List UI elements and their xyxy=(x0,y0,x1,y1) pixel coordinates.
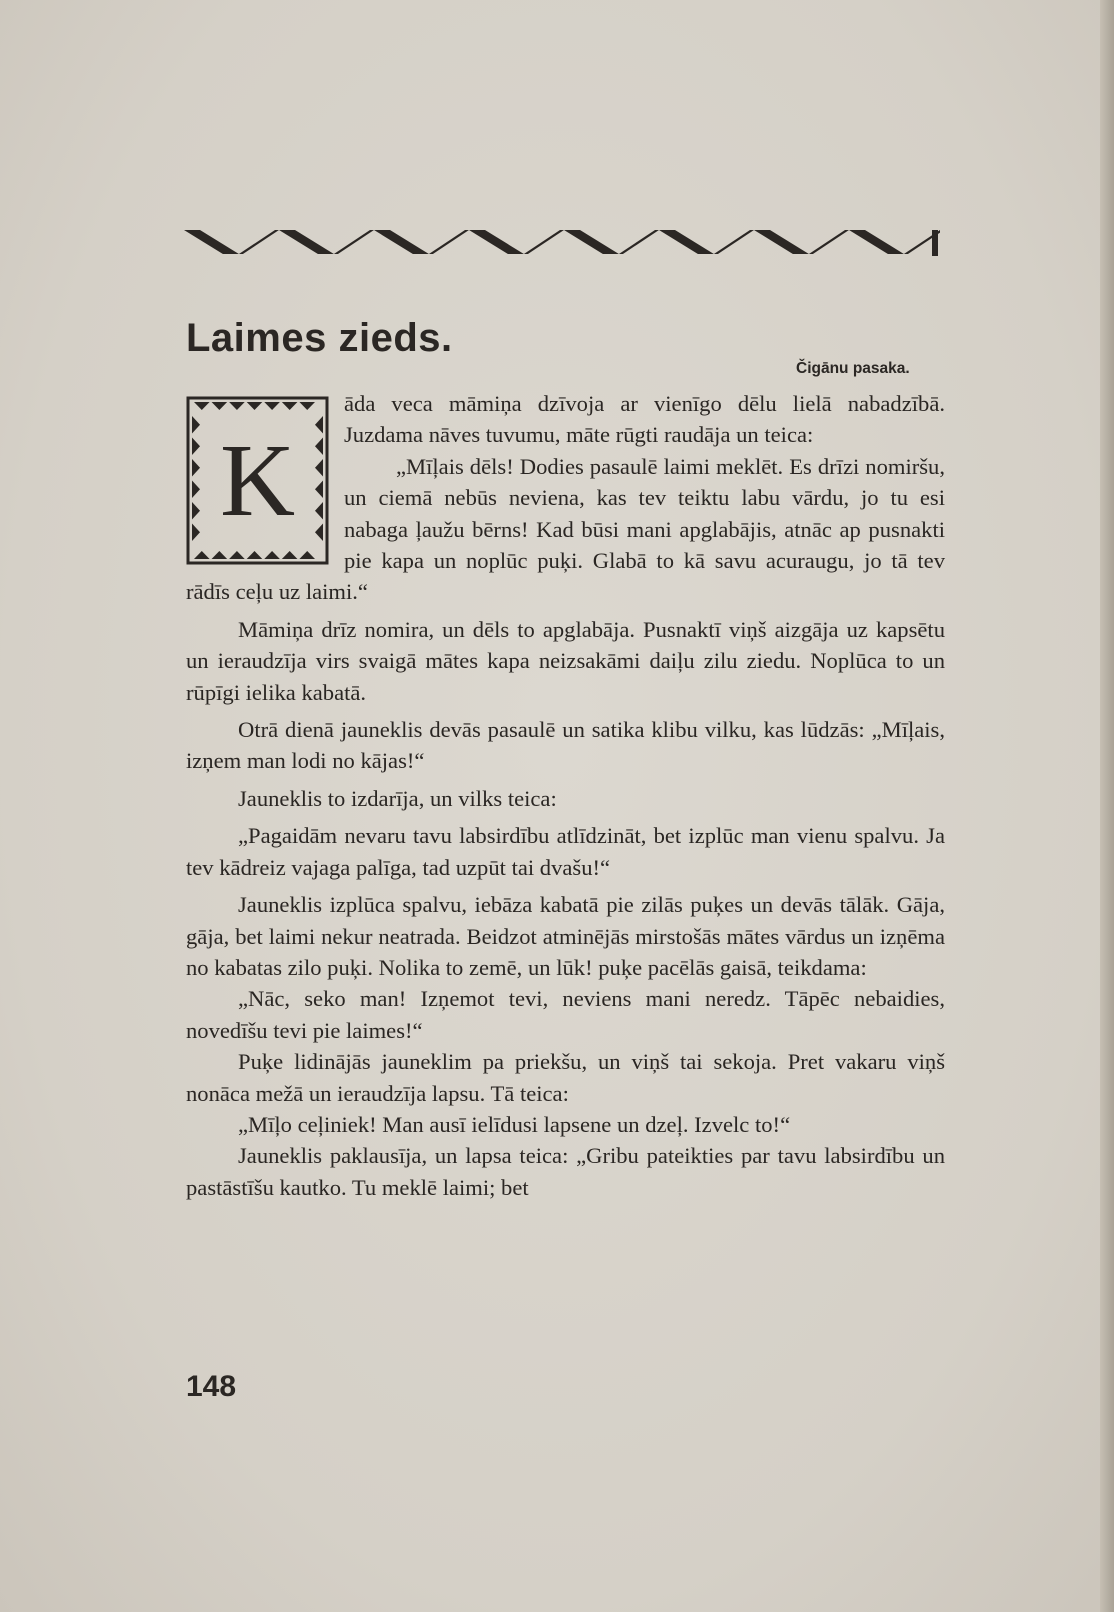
story-title: Laimes zieds. xyxy=(186,316,453,360)
paragraph-11: Jauneklis paklausīja, un lapsa teica: „Gribu pateikties par tavu labsirdību un pastāstīšu kautko. Tu meklē laimi; bet xyxy=(186,1143,945,1200)
paragraph-6: „Pagaidām nevaru tavu labsirdību atlīdzināt, bet izplūc man vienu spalvu. Ja tev kādreiz vajaga palīga, tad uzpūt tai dvašu!“ xyxy=(186,823,945,880)
paragraph-5: Jauneklis to izdarīja, un vilks teica: xyxy=(238,785,557,811)
paragraph-1: āda veca māmiņa dzīvoja ar vienīgo dēlu lielā nabadzībā. Juzdama nāves tuvumu, māte rūgti raudāja un teica: xyxy=(186,388,945,451)
paragraph-10: „Mīļo ceļiniek! Man ausī ielīdusi lapsene un dzeļ. Izvelc to!“ xyxy=(238,1111,791,1137)
paragraph-2: „Mīļais dēls! Dodies pasaulē laimi meklēt. Es drīzi nomiršu, un ciemā nebūs neviena, kas tev teiktu labu vārdu, jo tu esi nabaga ļaužu bērns! Kad būsi mani apglabājis, atnāc ap pusnakti pie kapa un noplūc puķi. Glabā to kā savu acuraugu, jo tā tev rādīs ceļu uz laimi.“ xyxy=(186,453,945,605)
drop-cap-letter: K xyxy=(219,422,296,538)
paragraph-3: Māmiņa drīz nomira, un dēls to apglabāja. Pusnaktī viņš aizgāja uz kapsētu un ieraudzīja virs svaigā mātes kapa neizsakāmi daiļu zilu ziedu. Noplūca to un rūpīgi ielika kabatā. xyxy=(186,616,945,705)
paragraph-8: „Nāc, seko man! Izņemot tevi, neviens mani neredz. Tāpēc nebaidies, novedīšu tevi pie laimes!“ xyxy=(186,986,945,1043)
story-subtitle: Čigānu pasaka. xyxy=(796,360,910,377)
zigzag-border-icon xyxy=(180,224,940,260)
paragraph-7: Jauneklis izplūca spalvu, iebāza kabatā pie zilās puķes un devās tālāk. Gāja, gāja, bet laimi nekur neatrada. Beidzot atminējās mirstošās mātes vārdus un izņēma no kabatas zilo puķi. Nolika to zemē, un lūk! puķe pacēlās gaisā, teikdama: xyxy=(186,892,945,980)
paragraph-9: Puķe lidinājās jauneklim pa priekšu, un viņš tai sekoja. Pret vakaru viņš nonāca mežā un ieraudzīja lapsu. Tā teica: xyxy=(186,1049,945,1106)
drop-cap-spacer xyxy=(184,388,344,574)
page-number: 148 xyxy=(186,1370,237,1403)
paragraph-4: Otrā dienā jauneklis devās pasaulē un satika klibu vilku, kas lūdzās: „Mīļais, izņem man lodi no kājas!“ xyxy=(186,717,945,774)
story-body xyxy=(186,388,945,1203)
ornamental-border xyxy=(180,224,940,260)
page-edge xyxy=(1100,0,1114,1612)
